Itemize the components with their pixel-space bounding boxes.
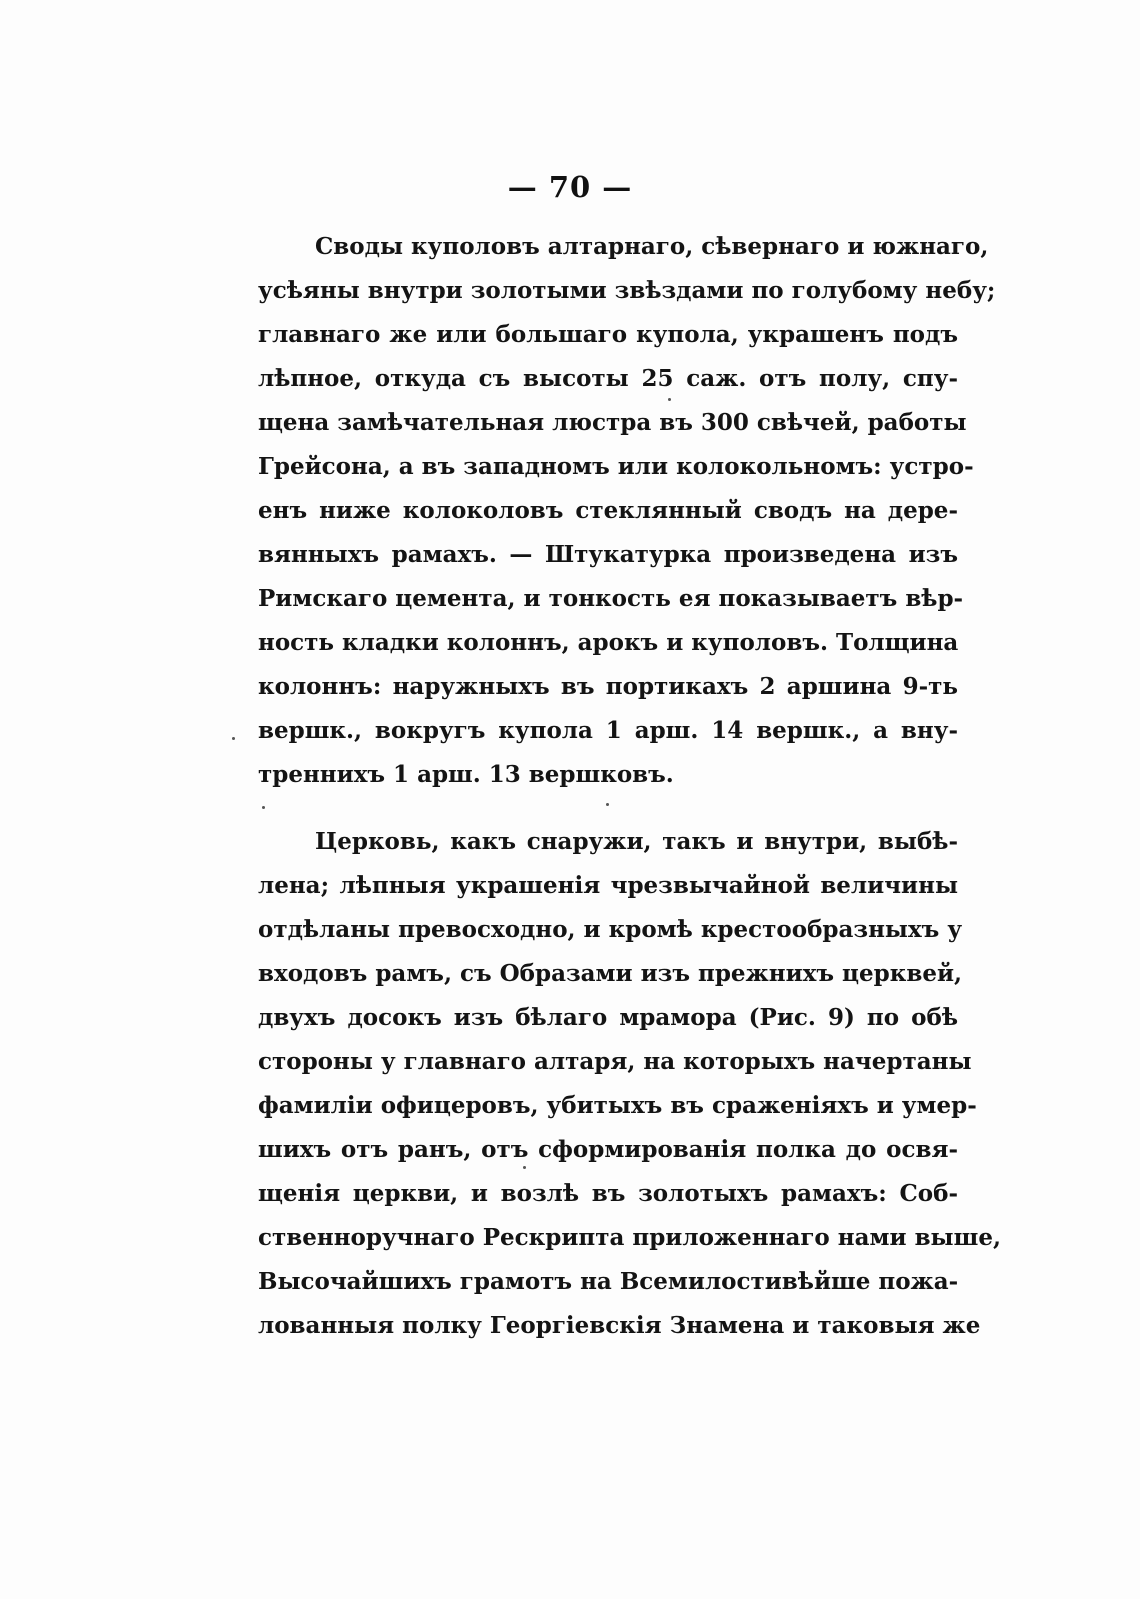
text-line: ность кладки колоннъ, арокъ и куполовъ. Толщина <box>258 629 959 656</box>
text-line: вянныхъ рамахъ. — Штукатурка произведена изъ <box>258 541 958 568</box>
text-line: вершк., вокругъ купола 1 арш. 14 вершк., а вну- <box>258 717 958 744</box>
text-line: треннихъ 1 арш. 13 вершковъ. <box>258 761 674 788</box>
text-line: шихъ отъ ранъ, отъ сформированія полка до освя- <box>258 1136 958 1163</box>
text-line: двухъ досокъ изъ бѣлаго мрамора (Рис. 9) по обѣ <box>258 1004 958 1031</box>
text-line: Римскаго цемента, и тонкость ея показываетъ вѣр- <box>258 585 964 612</box>
scan-speck <box>232 737 235 740</box>
text-line: Грейсона, а въ западномъ или колокольномъ: устро- <box>258 453 974 480</box>
scan-speck <box>606 803 609 806</box>
text-line: колоннъ: наружныхъ въ портикахъ 2 аршина 9-ть <box>258 673 958 700</box>
scan-speck <box>668 398 671 401</box>
text-line: усѣяны внутри золотыми звѣздами по голубому небу; <box>258 277 996 304</box>
text-line: входовъ рамъ, съ Образами изъ прежнихъ церквей, <box>258 960 963 987</box>
text-line: лѣпное, откуда съ высоты 25 саж. отъ полу, спу- <box>258 365 958 392</box>
text-line: Высочайшихъ грамотъ на Всемилостивѣйше пожа- <box>258 1268 959 1295</box>
text-line: щена замѣчательная люстра въ 300 свѣчей, работы <box>258 409 967 436</box>
text-line: главнаго же или большаго купола, украшенъ подъ <box>258 321 958 348</box>
text-line: ственноручнаго Рескрипта приложеннаго нами выше, <box>258 1224 1001 1251</box>
scan-speck <box>523 1166 526 1169</box>
text-line: стороны у главнаго алтаря, на которыхъ начертаны <box>258 1048 972 1075</box>
page-number: — 70 — <box>507 170 633 204</box>
text-line: лена; лѣпныя украшенія чрезвычайной величины <box>258 872 958 899</box>
text-line: фамиліи офицеровъ, убитыхъ въ сраженіяхъ и умер- <box>258 1092 977 1119</box>
text-line: отдѣланы превосходно, и кромѣ крестообразныхъ у <box>258 916 963 943</box>
text-line: Церковь, какъ снаружи, такъ и внутри, выбѣ- <box>315 828 958 855</box>
text-line: енъ ниже колоколовъ стеклянный сводъ на дере- <box>258 497 958 524</box>
text-line: щенія церкви, и возлѣ въ золотыхъ рамахъ: Соб- <box>258 1180 958 1207</box>
text-line: лованныя полку Георгіевскія Знамена и таковыя же <box>258 1312 981 1339</box>
paragraph-2 <box>258 820 1001 1348</box>
text-line: Своды куполовъ алтарнаго, сѣвернаго и южнаго, <box>315 233 989 260</box>
scan-speck <box>262 806 265 809</box>
paragraph-1 <box>258 225 996 797</box>
